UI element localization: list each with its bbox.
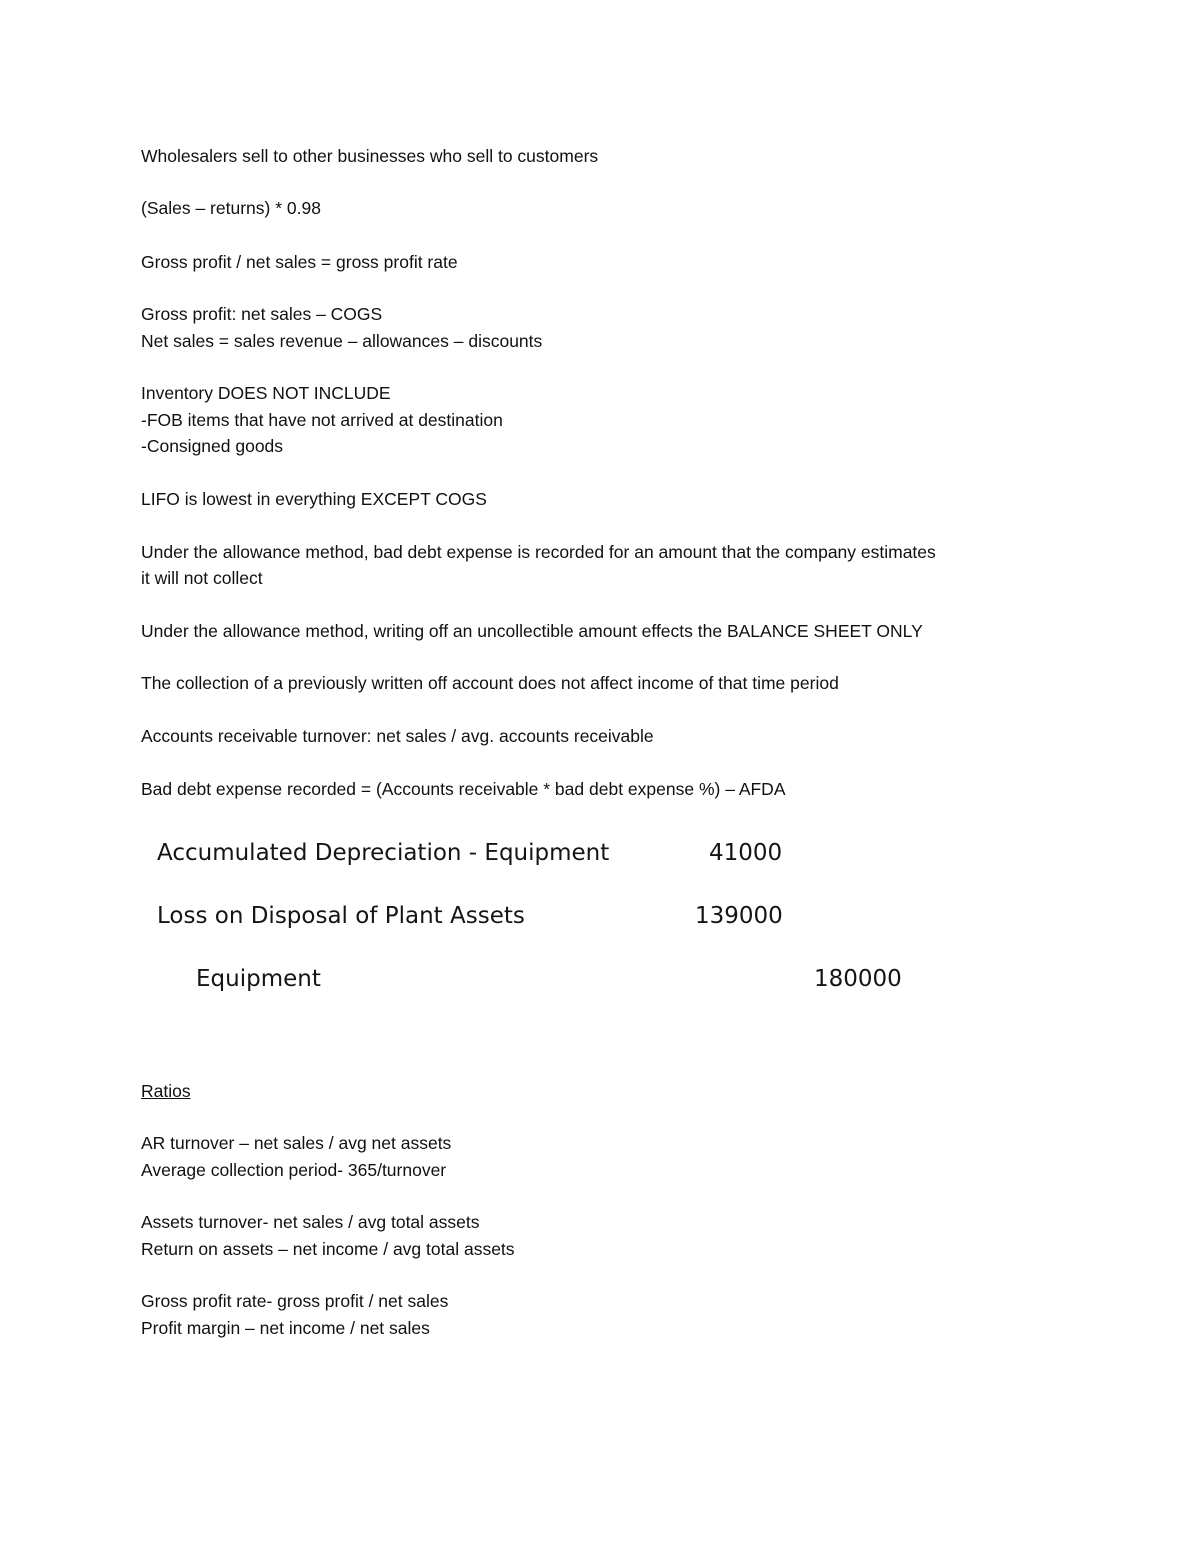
journal-debit-1-amount: 41000 xyxy=(709,840,783,866)
journal-credit-1-amount: 180000 xyxy=(814,966,902,992)
note-net-sales: Net sales = sales revenue – allowances – discounts xyxy=(141,331,543,351)
note-allowance-method-2: Under the allowance method, writing off an uncollectible amount effects the BALANCE SHEET ONLY xyxy=(141,621,923,641)
ratios-heading: Ratios xyxy=(141,1081,191,1101)
note-inventory-consigned: -Consigned goods xyxy=(141,436,284,456)
note-collection-written-off: The collection of a previously written off account does not affect income of that time period xyxy=(141,673,839,693)
note-allowance-method-1: Under the allowance method, bad debt expense is recorded for an amount that the company estimates xyxy=(141,542,936,562)
note-wholesalers: Wholesalers sell to other businesses who sell to customers xyxy=(141,146,599,166)
ratio-ar-turnover: AR turnover – net sales / avg net assets xyxy=(141,1133,452,1153)
ratio-profit-margin: Profit margin – net income / net sales xyxy=(141,1318,430,1338)
note-gross-profit-rate: Gross profit / net sales = gross profit rate xyxy=(141,252,458,272)
note-lifo: LIFO is lowest in everything EXCEPT COGS xyxy=(141,489,487,509)
ratio-assets-turnover: Assets turnover- net sales / avg total assets xyxy=(141,1212,480,1232)
note-inventory-heading: Inventory DOES NOT INCLUDE xyxy=(141,383,391,403)
ratio-return-on-assets: Return on assets – net income / avg total assets xyxy=(141,1239,515,1259)
journal-credit-1-account: Equipment xyxy=(196,966,321,992)
note-inventory-fob: -FOB items that have not arrived at destination xyxy=(141,410,503,430)
ratio-gross-profit-rate: Gross profit rate- gross profit / net sales xyxy=(141,1291,449,1311)
note-gross-profit: Gross profit: net sales – COGS xyxy=(141,304,383,324)
note-ar-turnover: Accounts receivable turnover: net sales / avg. accounts receivable xyxy=(141,726,654,746)
journal-debit-2-amount: 139000 xyxy=(695,903,783,929)
ratio-avg-collection-period: Average collection period- 365/turnover xyxy=(141,1160,447,1180)
note-bad-debt-expense: Bad debt expense recorded = (Accounts receivable * bad debt expense %) – AFDA xyxy=(141,779,786,799)
journal-debit-1-account: Accumulated Depreciation - Equipment xyxy=(157,840,610,866)
note-allowance-method-1-cont: it will not collect xyxy=(141,568,263,588)
journal-debit-2-account: Loss on Disposal of Plant Assets xyxy=(157,903,525,929)
note-sales-returns-formula: (Sales – returns) * 0.98 xyxy=(141,198,321,218)
